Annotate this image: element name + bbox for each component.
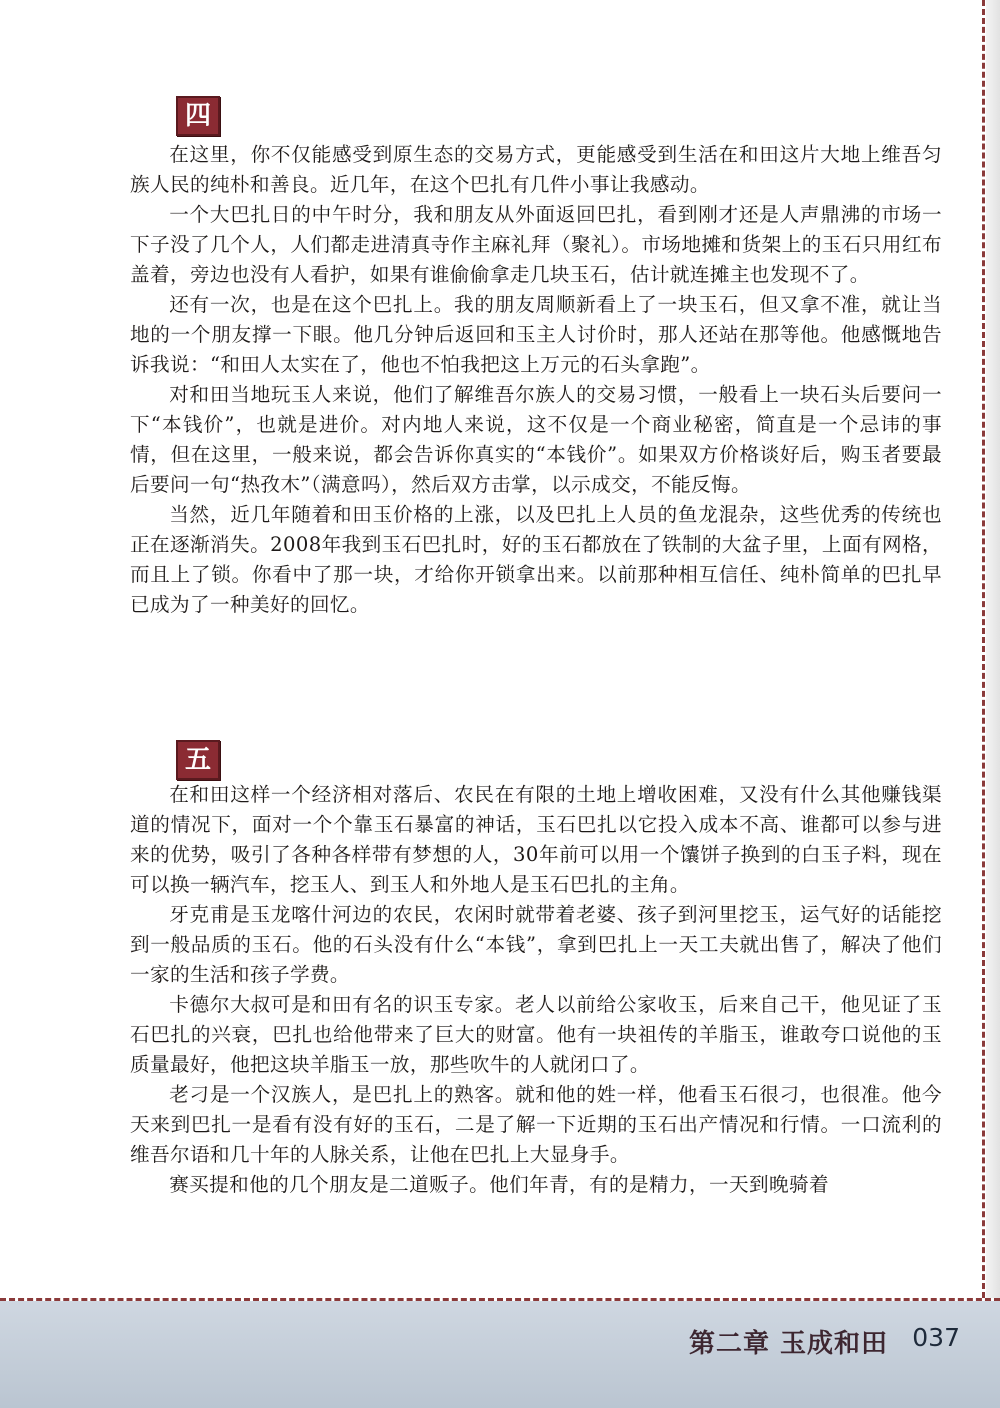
paragraph: 在和田这样一个经济相对落后、农民在有限的土地上增收困难，又没有什么其他赚钱渠道的情况下，面对一个个靠玉石暴富的神话，玉石巴扎以它投入成本不高、谁都可以参与进来的优势，吸引了各种各样带有梦想的人，30年前可以用一个馕饼子换到的白玉子料，现在可以换一辆汽车，挖玉人、到玉人和外地人是玉石巴扎的主角。	[130, 783, 942, 896]
section-four-body	[130, 140, 942, 620]
page-number: 037	[912, 1323, 960, 1352]
paragraph: 卡德尔大叔可是和田有名的识玉专家。老人以前给公家收玉，后来自己干，他见证了玉石巴扎的兴衰，巴扎也给他带来了巨大的财富。他有一块祖传的羊脂玉，谁敢夸口说他的玉质量最好，他把这块羊脂玉一放，那些吹牛的人就闭口了。	[130, 993, 942, 1076]
page-footer	[0, 1301, 1000, 1408]
dashed-border-right	[982, 0, 985, 1298]
paragraph: 对和田当地玩玉人来说，他们了解维吾尔族人的交易习惯，一般看上一块石头后要问一下“本钱价”，也就是进价。对内地人来说，这不仅是一个商业秘密，简直是一个忌讳的事情，但在这里，一般来说，都会告诉你真实的“本钱价”。如果双方价格谈好后，购玉者要最后要问一句“热孜木”（满意吗），然后双方击掌，以示成交，不能反悔。	[130, 383, 942, 496]
chapter-title: 第二章 玉成和田	[688, 1329, 888, 1359]
section-five-body	[130, 780, 942, 1200]
paragraph: 牙克甫是玉龙喀什河边的农民，农闲时就带着老婆、孩子到河里挖玉，运气好的话能挖到一般品质的玉石。他的石头没有什么“本钱”，拿到巴扎上一天工夫就出售了，解决了他们一家的生活和孩子学费。	[130, 903, 942, 986]
paragraph: 老刁是一个汉族人，是巴扎上的熟客。就和他的姓一样，他看玉石很刁，也很准。他今天来到巴扎一是看有没有好的玉石，二是了解一下近期的玉石出产情况和行情。一口流利的维吾尔语和几十年的人脉关系，让他在巴扎上大显身手。	[130, 1083, 942, 1166]
paragraph: 一个大巴扎日的中午时分，我和朋友从外面返回巴扎，看到刚才还是人声鼎沸的市场一下子没了几个人，人们都走进清真寺作主麻礼拜（聚礼）。市场地摊和货架上的玉石只用红布盖着，旁边也没有人看护，如果有谁偷偷拿走几块玉石，估计就连摊主也发现不了。	[130, 203, 942, 286]
paragraph: 还有一次，也是在这个巴扎上。我的朋友周顺新看上了一块玉石，但又拿不准，就让当地的一个朋友撑一下眼。他几分钟后返回和玉主人讨价时，那人还站在那等他。他感慨地告诉我说：“和田人太实在了，他也不怕我把这上万元的石头拿跑”。	[130, 293, 942, 376]
section-marker-four: 四	[176, 96, 220, 136]
section-marker-five: 五	[176, 740, 220, 780]
paragraph: 当然，近几年随着和田玉价格的上涨，以及巴扎上人员的鱼龙混杂，这些优秀的传统也正在逐渐消失。2008年我到玉石巴扎时，好的玉石都放在了铁制的大盆子里，上面有网格，而且上了锁。你看中了那一块，才给你开锁拿出来。以前那种相互信任、纯朴简单的巴扎早已成为了一种美好的回忆。	[130, 503, 942, 616]
page-edge-shadow	[986, 0, 1000, 1298]
paragraph: 赛买提和他的几个朋友是二道贩子。他们年青，有的是精力，一天到晚骑着	[169, 1173, 829, 1196]
paragraph: 在这里，你不仅能感受到原生态的交易方式，更能感受到生活在和田这片大地上维吾匀族人民的纯朴和善良。近几年，在这个巴扎有几件小事让我感动。	[130, 143, 942, 196]
